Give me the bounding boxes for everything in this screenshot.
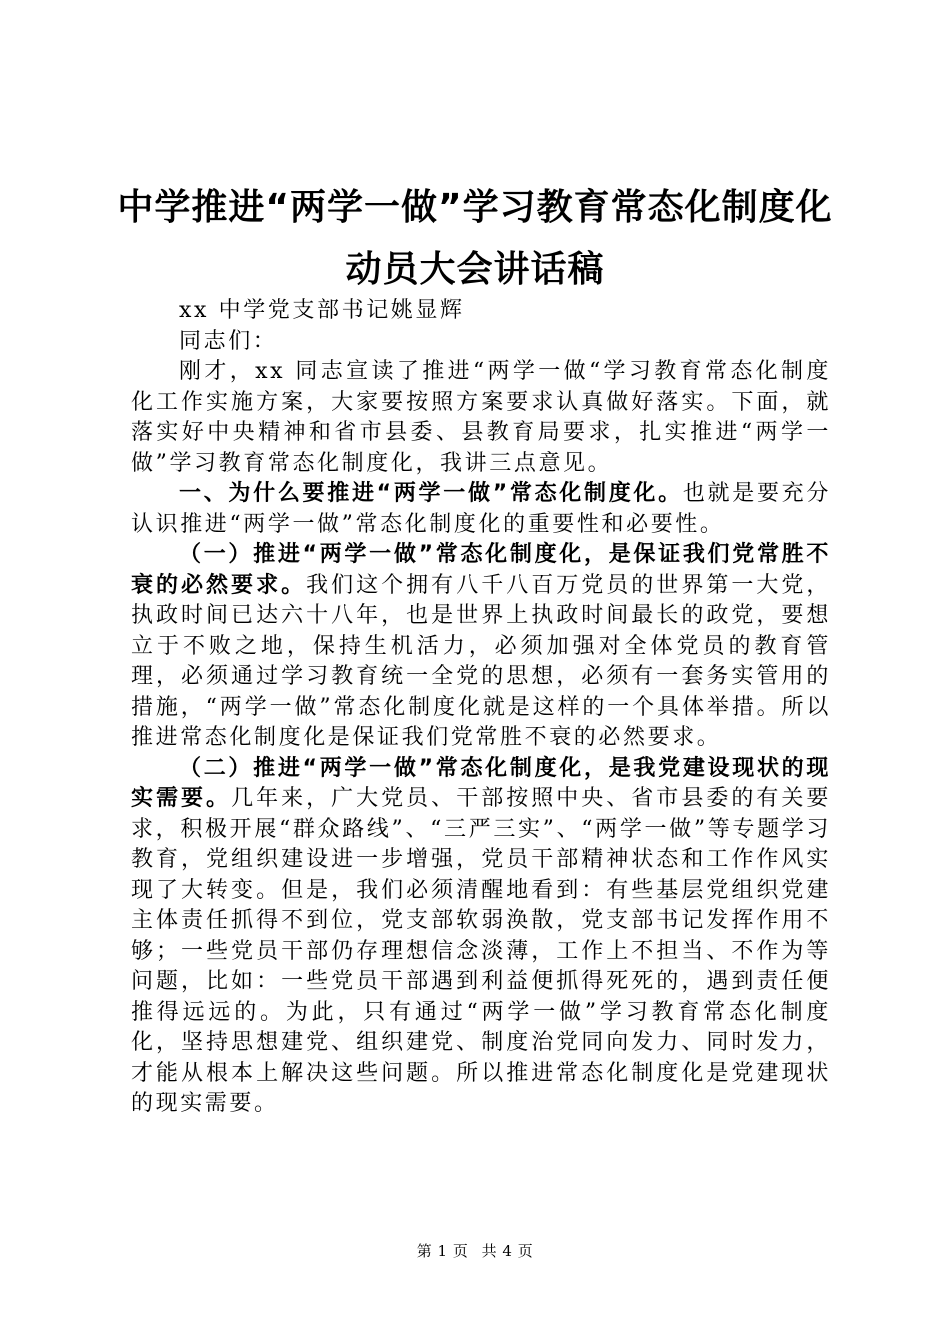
intro-paragraph: 刚才，xx 同志宣读了推进“两学一做“学习教育常态化制度化工作实施方案，大家要按照方案要求认真做好落实。下面，就落实好中央精神和省市县委、县教育局要求，扎实推进“两学一做”学习教育常态化制度化，我讲三点意见。	[131, 359, 831, 476]
point-1-paragraph	[131, 540, 831, 754]
page-total: 共 4 页	[481, 1242, 534, 1260]
greeting: 同志们：	[179, 328, 278, 354]
document-body	[131, 296, 831, 1120]
section-1-text: 也就是要充分认识推进“两学一做”常态化制度化的重要性和必要性。	[131, 481, 831, 537]
document-title-line-2: 动员大会讲话稿	[345, 249, 605, 290]
page-number: 第 1 页	[416, 1242, 469, 1260]
author-line: xx 中学党支部书记姚显辉	[179, 298, 465, 323]
point-1-heading: （一）推进“两学一做”常态化制度化，是保证我们党常胜不衰的必然要求。	[131, 542, 831, 598]
section-1-heading: 一、为什么要推进“两学一做”常态化制度化。	[179, 481, 683, 506]
point-2-text: 几年来，广大党员、干部按照中央、省市县委的有关要求，积极开展“群众路线”、“三严三实”、“两学一做”等专题学习教育，党组织建设进一步增强，党员干部精神状态和工作作风实现了大转变。但是，我们必须清醒地看到：有些基层党组织党建主体责任抓得不到位，党支部软弱涣散，党支部书记发挥作用不够；一些党员干部仍存理想信念淡薄，工作上不担当、不作为等问题，比如：一些党员干部遇到利益便抓得死死的，遇到责任便推得远远的。为此，只有通过“两学一做”学习教育常态化制度化，坚持思想建党、组织建党、制度治党同向发力、同时发力，才能从根本上解决这些问题。所以推进常态化制度化是党建现状的现实需要。	[131, 786, 831, 1116]
section-1-paragraph	[131, 479, 831, 540]
document-title-line-1: 中学推进“两学一做”学习教育常态化制度化	[117, 187, 833, 228]
point-2-heading: （二）推进“两学一做”常态化制度化，是我党建设现状的现实需要。	[131, 755, 831, 811]
point-1-text: 我们这个拥有八千八百万党员的世界第一大党，执政时间已达六十八年，也是世界上执政时间最长的政党，要想立于不败之地，保持生机活力，必须加强对全体党员的教育管理，必须通过学习教育统一全党的思想，必须有一套务实管用的措施，“两学一做”常态化制度化就是这样的一个具体举措。所以推进常态化制度化是保证我们党常胜不衰的必然要求。	[131, 572, 831, 750]
page-footer	[0, 1240, 950, 1261]
point-2-paragraph	[131, 754, 831, 1120]
